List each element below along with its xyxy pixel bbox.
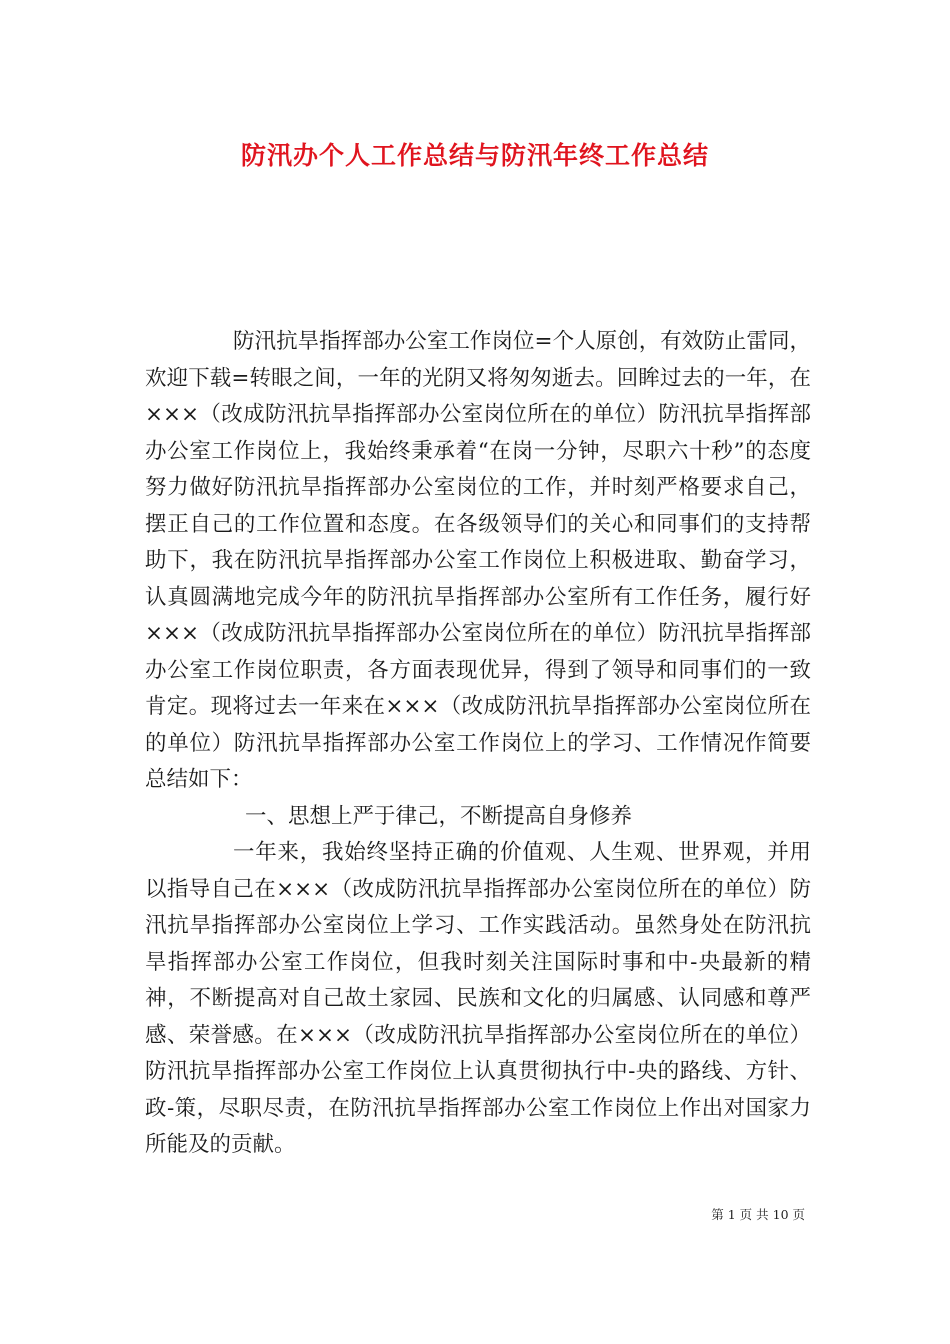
intro-paragraph: 防汛抗旱指挥部办公室工作岗位=个人原创，有效防止雷同，欢迎下载=转眼之间，一年的光阴又将匆匆逝去。回眸过去的一年，在×××（改成防汛抗旱指挥部办公室岗位所在的单位）防汛抗旱指挥部办公室工作岗位上，我始终秉承着“在岗一分钟，尽职六十秒”的态度努力做好防汛抗旱指挥部办公室岗位的工作，并时刻严格要求自己，摆正自己的工作位置和态度。在各级领导们的关心和同事们的支持帮助下，我在防汛抗旱指挥部办公室工作岗位上积极进取、勤奋学习，认真圆满地完成今年的防汛抗旱指挥部办公室所有工作任务，履行好×××（改成防汛抗旱指挥部办公室岗位所在的单位）防汛抗旱指挥部办公室工作岗位职责，各方面表现优异，得到了领导和同事们的一致肯定。现将过去一年来在×××（改成防汛抗旱指挥部办公室岗位所在的单位）防汛抗旱指挥部办公室工作岗位上的学习、工作情况作简要总结如下：: [145, 329, 811, 792]
section-paragraph: 一年来，我始终坚持正确的价值观、人生观、世界观，并用以指导自己在×××（改成防汛抗旱指挥部办公室岗位所在的单位）防汛抗旱指挥部办公室岗位上学习、工作实践活动。虽然身处在防汛抗旱指挥部办公室工作岗位，但我时刻关注国际时事和中-央最新的精神，不断提高对自己故土家园、民族和文化的归属感、认同感和尊严感、荣誉感。在×××（改成防汛抗旱指挥部办公室岗位所在的单位）防汛抗旱指挥部办公室工作岗位上认真贯彻执行中-央的路线、方针、政-策，尽职尽责，在防汛抗旱指挥部办公室工作岗位上作出对国家力所能及的贡献。: [145, 840, 811, 1157]
section-heading: 一、思想上严于律己，不断提高自身修养: [245, 803, 633, 829]
document-title: 防汛办个人工作总结与防汛年终工作总结: [240, 141, 709, 170]
document-body: [145, 324, 811, 1164]
page-number: 第 1 页 共 10 页: [711, 1207, 805, 1222]
